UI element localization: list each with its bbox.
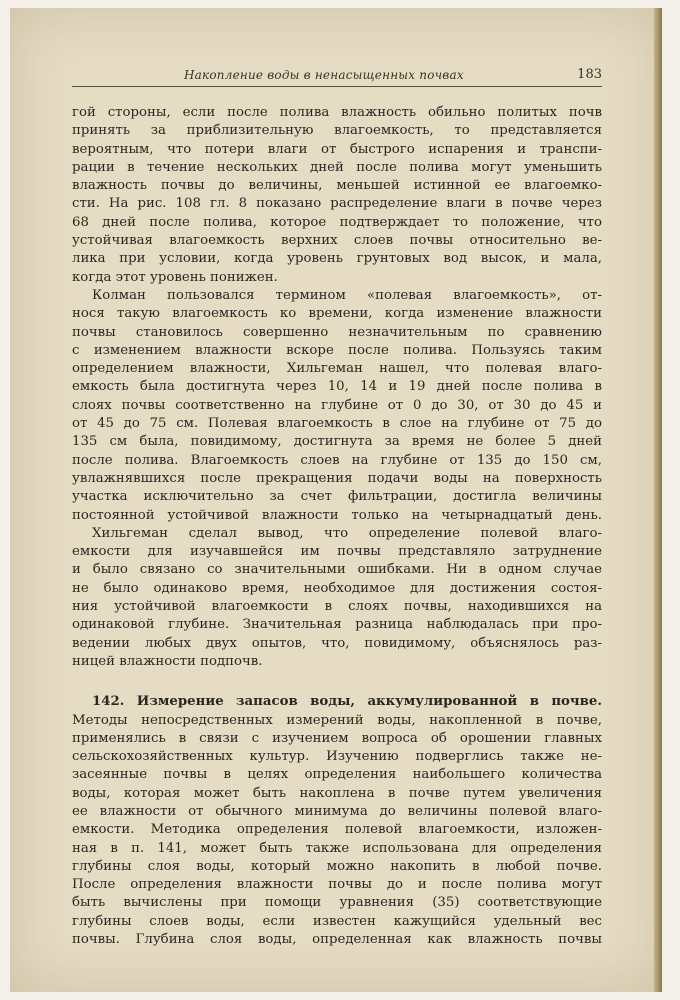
text-line: воды, которая может быть накоплена в почве путем увеличения (72, 785, 602, 801)
text-line: глубины слоя воды, который можно накопить в любой почве. (72, 858, 602, 874)
text-line: Колман пользовался термином «полевая влагоемкость», от- (92, 287, 602, 303)
text-line: ее влажности от обычного минимума до величины полевой влаго- (72, 803, 602, 819)
text-line: сельскохозяйственных культур. Изучению подверглись также не- (72, 749, 602, 765)
text-line: принять за приблизительную влагоемкость, то представляется (72, 123, 602, 139)
text-line: влажность почвы до величины, меньшей истинной ее влагоемко- (72, 178, 602, 194)
text-line: рации в течение нескольких дней после полива могут уменьшить (72, 159, 602, 175)
book-page (10, 8, 662, 992)
text-line: 135 см была, повидимому, достигнута за время не более 5 дней (72, 434, 602, 450)
text-line: не было одинаково время, необходимое для достижения состоя- (72, 580, 602, 596)
page-number: 183 (577, 67, 602, 82)
text-line: емкости. Методика определения полевой влагоемкости, изложен- (72, 822, 602, 838)
text-line: гой стороны, если после полива влажность обильно политых почв (72, 105, 602, 120)
text-line: применялись в связи с изучением вопроса об орошении главных (72, 730, 602, 746)
paragraph-3 (72, 525, 602, 671)
text-line: После определения влажности почвы до и после полива могут (72, 877, 602, 893)
text-line: определением влажности, Хильгеман нашел, что полевая влаго- (72, 361, 602, 377)
text-line: с изменением влажности вскоре после полива. Пользуясь таким (72, 342, 602, 358)
text-line: одинаковой глубине. Значительная разница наблюдалась при про- (72, 617, 602, 633)
text-line: устойчивая влагоемкость верхних слоев почвы относительно ве- (72, 233, 602, 249)
text-line: и было связано со значительными ошибками. Ни в одном случае (72, 562, 602, 578)
text-line: после полива. Влагоемкость слоев на глубине от 135 до 150 см, (72, 452, 602, 468)
text-line: увлажнявшихся после прекращения подачи воды на поверхность (72, 470, 602, 486)
text-line: нося такую влагоемкость ко времени, когда изменение влажности (72, 306, 602, 322)
text-line: постоянной устойчивой влажности только на четырнадцатый день. (72, 507, 602, 523)
paragraph-2 (72, 287, 602, 525)
section-142 (72, 693, 602, 949)
text-line: ведении любых двух опытов, что, повидимому, объяснялось раз- (72, 635, 602, 651)
text-line: глубины слоев воды, если известен кажущийся удельный вес (72, 913, 602, 929)
running-header (72, 66, 602, 87)
text-line: засеянные почвы в целях определения наибольшего количества (72, 767, 602, 783)
text-line: ния устойчивой влагоемкости в слоях почвы, находившихся на (72, 599, 602, 615)
text-line: ницей влажности подпочв. (72, 653, 263, 669)
text-line: от 45 до 75 см. Полевая влагоемкость в слое на глубине от 75 до (72, 416, 602, 432)
section-heading: 142. Измерение запасов воды, аккумулированной в почве. (92, 694, 602, 710)
text-line: слоях почвы соответственно на глубине от 0 до 30, от 30 до 45 и (72, 397, 602, 413)
text-line: лика при условии, когда уровень грунтовых вод высок, и мала, (72, 251, 602, 267)
section-spacer (72, 671, 602, 693)
text-line: почвы становилось совершенно незначительным по сравнению (72, 324, 602, 340)
page-edge-shadow (654, 8, 662, 992)
text-line: когда этот уровень понижен. (72, 269, 278, 285)
text-line: участка исключительно за счет фильтрации, достигла величины (72, 489, 602, 505)
text-line: емкость была достигнута через 10, 14 и 19 дней после полива в (72, 379, 602, 395)
text-line: 68 дней после полива, которое подтверждает то положение, что (72, 214, 602, 230)
text-line: сти. На рис. 108 гл. 8 показано распределение влаги в почве через (72, 196, 602, 212)
text-line: емкости для изучавшейся им почвы представляло затруднение (72, 544, 602, 560)
text-line: почвы. Глубина слоя воды, определенная как влажность почвы (72, 932, 602, 948)
running-title: Накопление воды в ненасыщенных почвах (184, 68, 464, 82)
text-line: Методы непосредственных измерений воды, накопленной в почве, (72, 712, 602, 728)
body-text (72, 104, 602, 949)
text-line: ная в п. 141, может быть также использована для определения (72, 840, 602, 856)
text-line: быть вычислены при помощи уравнения (35) соответствующие (72, 895, 602, 911)
text-line: Хильгеман сделал вывод, что определение полевой влаго- (92, 525, 602, 541)
paragraph-1 (72, 104, 602, 287)
text-line: вероятным, что потери влаги от быстрого испарения и транспи- (72, 141, 602, 157)
